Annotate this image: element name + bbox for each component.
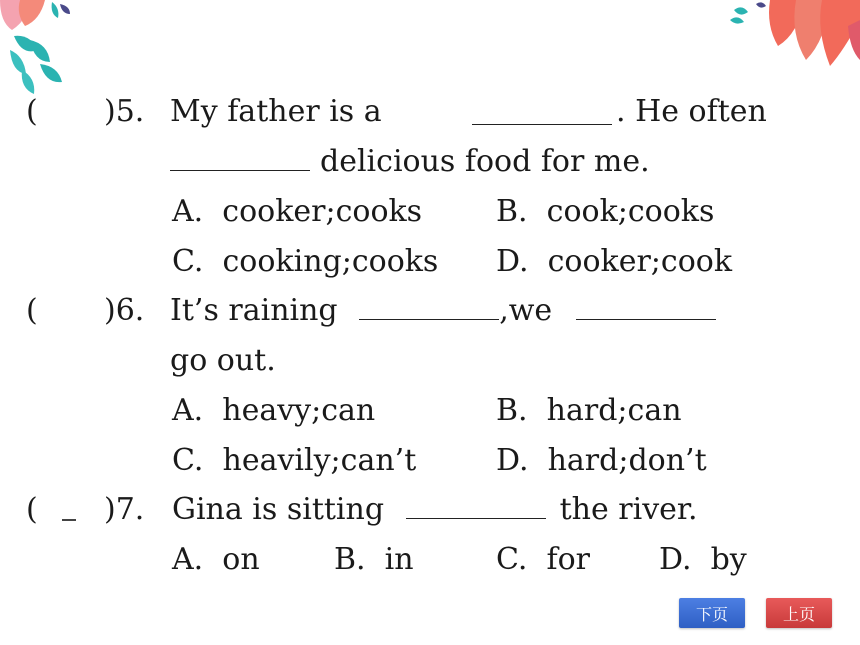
question-number: )7.	[104, 492, 145, 527]
answer-paren-open: (	[26, 94, 38, 129]
question-text: . He often	[616, 94, 767, 129]
answer-blank	[170, 144, 310, 171]
option-c: C. for	[496, 542, 590, 577]
question-stem-line-1	[170, 293, 716, 329]
question-number: )5.	[104, 94, 145, 129]
question-text: Gina is sitting	[172, 492, 385, 527]
option-c: C. heavily;can’t	[172, 443, 417, 478]
question-text: It’s raining	[170, 293, 338, 328]
option-d: D. hard;don’t	[496, 443, 707, 478]
option-b: B. hard;can	[496, 393, 682, 428]
question-text: the river.	[559, 492, 698, 527]
answer-mark	[62, 519, 76, 521]
answer-paren-open: (	[26, 492, 38, 527]
question-stem-line-2	[170, 144, 650, 180]
question-text: ,we	[499, 293, 553, 328]
answer-blank	[472, 98, 612, 125]
next-page-button[interactable]: 下页	[679, 598, 745, 628]
previous-page-button[interactable]: 上页	[766, 598, 832, 628]
question-text: delicious food for me.	[320, 144, 650, 179]
option-c: C. cooking;cooks	[172, 244, 439, 279]
answer-blank	[406, 492, 546, 519]
option-b: B. cook;cooks	[496, 194, 715, 229]
question-stem-line-2: go out.	[170, 343, 276, 378]
option-a: A. on	[172, 542, 260, 577]
leaf-decoration-left	[0, 0, 80, 95]
option-d: D. cooker;cook	[496, 244, 733, 279]
option-a: A. heavy;can	[172, 393, 376, 428]
option-b: B. in	[334, 542, 414, 577]
question-number: )6.	[104, 293, 145, 328]
answer-blank	[576, 293, 716, 320]
answer-blank	[359, 293, 499, 320]
question-text: My father is a	[170, 94, 382, 129]
question-stem-line-1	[172, 492, 698, 528]
leaf-decoration-right	[730, 0, 860, 70]
option-a: A. cooker;cooks	[172, 194, 423, 229]
option-d: D. by	[659, 542, 747, 577]
answer-paren-open: (	[26, 293, 38, 328]
